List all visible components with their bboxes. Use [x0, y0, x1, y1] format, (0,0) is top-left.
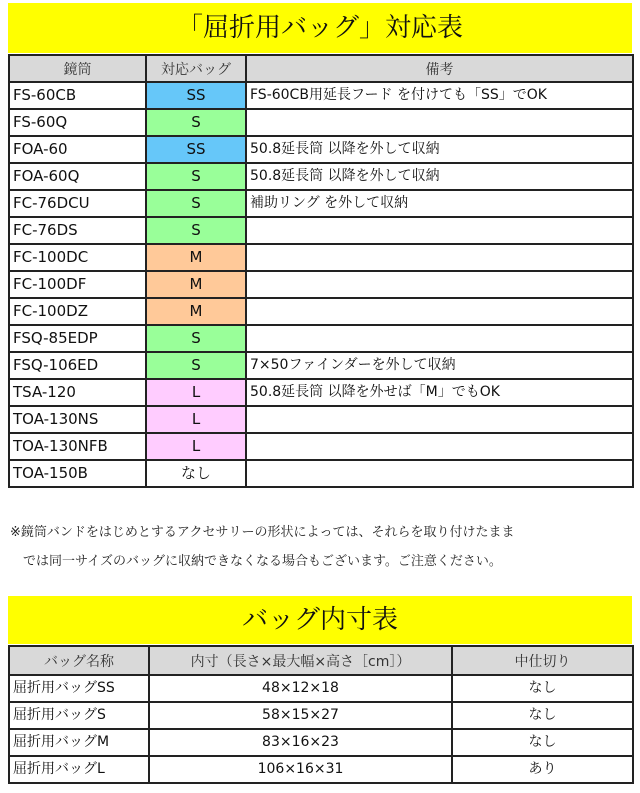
telescope-model: FC-76DS — [9, 217, 146, 244]
bag-size-badge: L — [146, 379, 246, 406]
bag-size-badge: S — [146, 109, 246, 136]
compat-row — [9, 460, 633, 487]
bag-divider: なし — [452, 729, 633, 756]
compat-row — [9, 244, 633, 271]
compat-row — [9, 352, 633, 379]
telescope-model: FS-60CB — [9, 82, 146, 109]
inner-table-title: バッグ内寸表 — [8, 596, 632, 644]
telescope-model: TOA-130NS — [9, 406, 146, 433]
telescope-model: FSQ-85EDP — [9, 325, 146, 352]
compat-note — [246, 406, 633, 433]
telescope-model: FOA-60 — [9, 136, 146, 163]
bag-dimensions: 58×15×27 — [149, 702, 452, 729]
telescope-model: FS-60Q — [9, 109, 146, 136]
telescope-model: TOA-150B — [9, 460, 146, 487]
bag-name: 屈折用バッグSS — [9, 675, 149, 702]
compat-row — [9, 217, 633, 244]
telescope-model: FC-100DF — [9, 271, 146, 298]
compat-row — [9, 163, 633, 190]
inner-dimensions-table — [8, 645, 634, 784]
compat-row — [9, 109, 633, 136]
inner-row — [9, 756, 633, 783]
bag-size-badge: S — [146, 217, 246, 244]
footnote-line: では同一サイズのバッグに収納できなくなる場合もございます。ご注意ください。 — [10, 554, 502, 569]
bag-dimensions: 106×16×31 — [149, 756, 452, 783]
compat-row — [9, 298, 633, 325]
compat-note — [246, 217, 633, 244]
inner-row — [9, 702, 633, 729]
bag-divider: なし — [452, 675, 633, 702]
bag-size-badge: S — [146, 163, 246, 190]
compat-note: 補助リング を外して収納 — [246, 190, 633, 217]
footnote — [10, 518, 630, 576]
bag-name: 屈折用バッグL — [9, 756, 149, 783]
bag-size-badge: なし — [146, 460, 246, 487]
compat-row — [9, 271, 633, 298]
compat-note: 50.8延長筒 以降を外して収納 — [246, 163, 633, 190]
bag-size-badge: M — [146, 298, 246, 325]
compat-row — [9, 433, 633, 460]
bag-size-badge: M — [146, 244, 246, 271]
compat-row — [9, 136, 633, 163]
header-bag-name: バッグ名称 — [9, 646, 149, 675]
compat-note — [246, 460, 633, 487]
compat-note — [246, 244, 633, 271]
bag-size-badge: M — [146, 271, 246, 298]
telescope-model: FSQ-106ED — [9, 352, 146, 379]
bag-size-badge: L — [146, 433, 246, 460]
bag-divider: なし — [452, 702, 633, 729]
compat-note: 50.8延長筒 以降を外せば「M」でもOK — [246, 379, 633, 406]
bag-divider: あり — [452, 756, 633, 783]
bag-size-badge: S — [146, 325, 246, 352]
compat-row — [9, 190, 633, 217]
compat-header-row — [9, 55, 633, 82]
telescope-model: FC-100DC — [9, 244, 146, 271]
compat-note: 50.8延長筒 以降を外して収納 — [246, 136, 633, 163]
telescope-model: TOA-130NFB — [9, 433, 146, 460]
compat-table-title: 「屈折用バッグ」対応表 — [8, 3, 632, 53]
header-telescope: 鏡筒 — [9, 55, 146, 82]
telescope-model: TSA-120 — [9, 379, 146, 406]
bag-name: 屈折用バッグM — [9, 729, 149, 756]
bag-dimensions: 48×12×18 — [149, 675, 452, 702]
compat-note — [246, 109, 633, 136]
telescope-model: FOA-60Q — [9, 163, 146, 190]
inner-row — [9, 729, 633, 756]
compat-table — [8, 54, 634, 488]
bag-size-badge: L — [146, 406, 246, 433]
bag-name: 屈折用バッグS — [9, 702, 149, 729]
telescope-model: FC-76DCU — [9, 190, 146, 217]
bag-dimensions: 83×16×23 — [149, 729, 452, 756]
header-notes: 備考 — [246, 55, 633, 82]
bag-size-badge: SS — [146, 82, 246, 109]
telescope-model: FC-100DZ — [9, 298, 146, 325]
bag-size-badge: S — [146, 190, 246, 217]
compat-row — [9, 406, 633, 433]
bag-size-badge: SS — [146, 136, 246, 163]
compat-note — [246, 298, 633, 325]
compat-row — [9, 379, 633, 406]
compat-row — [9, 325, 633, 352]
bag-size-badge: S — [146, 352, 246, 379]
compat-note — [246, 325, 633, 352]
compat-row — [9, 82, 633, 109]
footnote-line: ※鏡筒バンドをはじめとするアクセサリーの形状によっては、それらを取り付けたまま — [10, 525, 515, 540]
compat-note — [246, 433, 633, 460]
inner-header-row — [9, 646, 633, 675]
header-bag: 対応バッグ — [146, 55, 246, 82]
compat-note — [246, 271, 633, 298]
inner-row — [9, 675, 633, 702]
header-divider: 中仕切り — [452, 646, 633, 675]
compat-note: 7×50ファインダーを外して収納 — [246, 352, 633, 379]
header-dimensions: 内寸（長さ×最大幅×高さ［cm］） — [149, 646, 452, 675]
compat-note: FS-60CB用延長フード を付けても「SS」でOK — [246, 82, 633, 109]
